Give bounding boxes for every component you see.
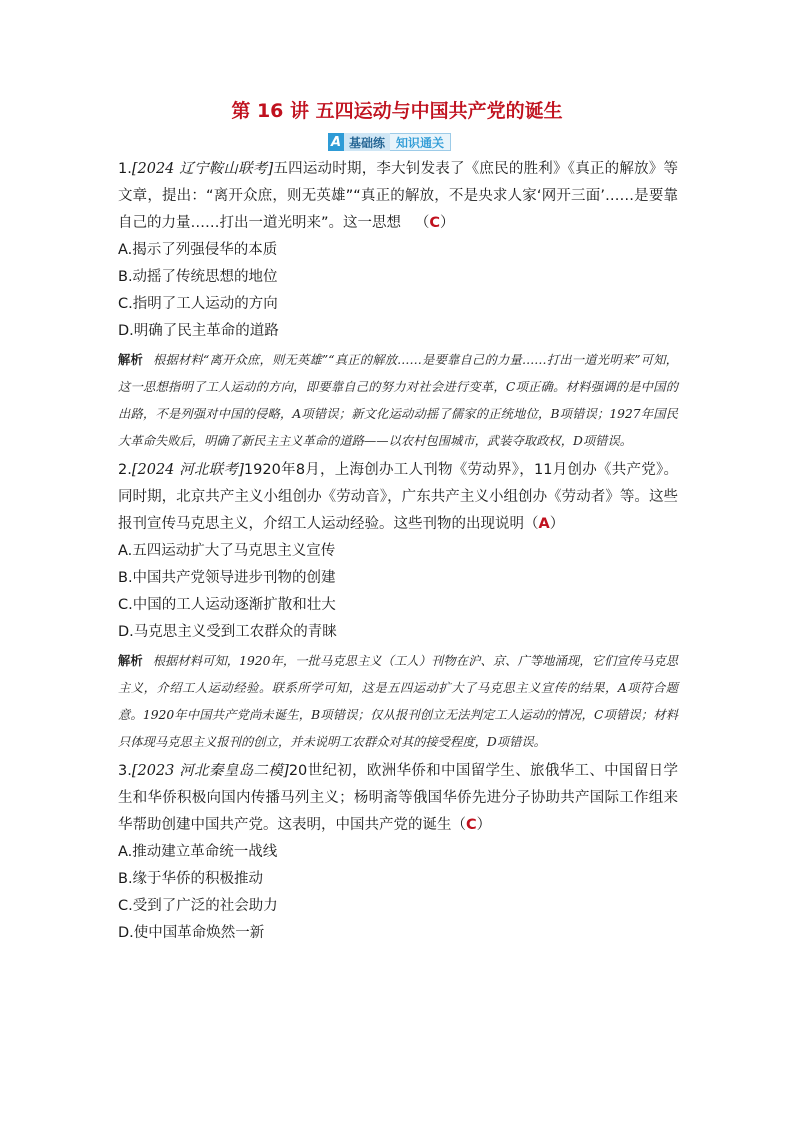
answer-paren-open: （ xyxy=(451,817,466,833)
question-list xyxy=(118,156,678,947)
answer-letter: A xyxy=(538,516,550,532)
option-d: D.使中国革命焕然一新 xyxy=(118,925,265,941)
answer-letter: C xyxy=(466,817,477,833)
option-b: B.缘于华侨的积极推动 xyxy=(118,871,264,887)
option-d: D.马克思主义受到工农群众的青睐 xyxy=(118,624,337,640)
option-b: B.动摇了传统思想的地位 xyxy=(118,269,278,285)
question-stem xyxy=(118,156,678,237)
option-d: D.明确了民主革命的道路 xyxy=(118,323,279,339)
explanation-text: 根据材料可知，1920年，一批马克思主义（工人）刊物在沪、京、广等地涌现，它们宣传马克思主义，介绍工人运动经验。联系所学可知，这是五四运动扩大了马克思主义宣传的结果，A项符合题意。1920年中国共产党尚未诞生，B项错误；仅从报刊创立无法判定工人运动的情况，C项错误；材料只体现马克思主义报刊的创立，并未说明工农群众对其的接受程度，D项错误。 xyxy=(118,654,678,749)
option-c: C.中国的工人运动逐渐扩散和壮大 xyxy=(118,597,336,613)
explanation xyxy=(118,347,678,455)
question-text: 1920年8月，上海创办工人刊物《劳动界》，11月创办《共产党》。同时期，北京共产主义小组创办《劳动音》，广东共产主义小组创办《劳动者》等。这些报刊宣传马克思主义，介绍工人运动经验。这些刊物的出现说明 xyxy=(118,462,678,532)
question-source: [2024 河北联考] xyxy=(131,462,244,478)
option-c: C.受到了广泛的社会助力 xyxy=(118,898,278,914)
lesson-title: 第 16 讲 五四运动与中国共产党的诞生 xyxy=(231,100,563,122)
option-a: A.五四运动扩大了马克思主义宣传 xyxy=(118,543,336,559)
question-2 xyxy=(118,457,678,756)
question-source: [2024 辽宁鞍山联考] xyxy=(131,161,274,177)
question-source: [2023 河北秦皇岛二模] xyxy=(131,763,289,779)
answer-paren-open: （ xyxy=(524,516,539,532)
answer-paren-close: ） xyxy=(476,817,492,833)
question-number: 3. xyxy=(118,763,132,779)
option-a: A.推动建立革命统一战线 xyxy=(118,844,278,860)
explanation-label: 解析 xyxy=(118,654,143,668)
explanation xyxy=(118,648,678,756)
question-1 xyxy=(118,156,678,455)
question-number: 2. xyxy=(118,462,132,478)
answer-paren-close: ） xyxy=(549,516,565,532)
option-c: C.指明了工人运动的方向 xyxy=(118,296,278,312)
answer-paren-open: （ xyxy=(401,215,430,231)
answer-letter: C xyxy=(429,215,440,231)
explanation-text: 根据材料“离开众庶，则无英雄”“真正的解放……是要靠自己的力量……打出一道光明来”可知，这一思想指明了工人运动的方向，即要靠自己的努力对社会进行变革，C项正确。材料强调的是中国的出路，不是列强对中国的侵略，A项错误；新文化运动动摇了儒家的正统地位，B项错误；1927年国民大革命失败后，明确了新民主主义革命的道路——以农村包围城市，武装夺取政权，D项错误。 xyxy=(118,353,678,448)
explanation-label: 解析 xyxy=(118,353,143,367)
section-badge xyxy=(328,133,451,151)
question-3 xyxy=(118,758,678,947)
question-text: 20世纪初，欧洲华侨和中国留学生、旅俄华工、中国留日学生和华侨积极向国内传播马列主义；杨明斋等俄国华侨先进分子协助共产国际工作组来华帮助创建中国共产党。这表明，中国共产党的诞生 xyxy=(118,763,678,833)
option-b: B.中国共产党领导进步刊物的创建 xyxy=(118,570,336,586)
question-stem xyxy=(118,457,678,538)
question-text: 五四运动时期，李大钊发表了《庶民的胜利》《真正的解放》等文章，提出：“离开众庶，则无英雄”“真正的解放，不是央求人家‘网开三面’……是要靠自己的力量……打出一道光明来”。这一思想 xyxy=(118,161,678,231)
badge-level: 基础练 xyxy=(344,133,390,151)
badge-letter: A xyxy=(328,133,344,151)
badge-tag: 知识通关 xyxy=(390,133,451,151)
option-a: A.揭示了列强侵华的本质 xyxy=(118,242,278,258)
question-number: 1. xyxy=(118,161,132,177)
answer-paren-close: ） xyxy=(440,215,455,231)
question-stem xyxy=(118,758,678,839)
